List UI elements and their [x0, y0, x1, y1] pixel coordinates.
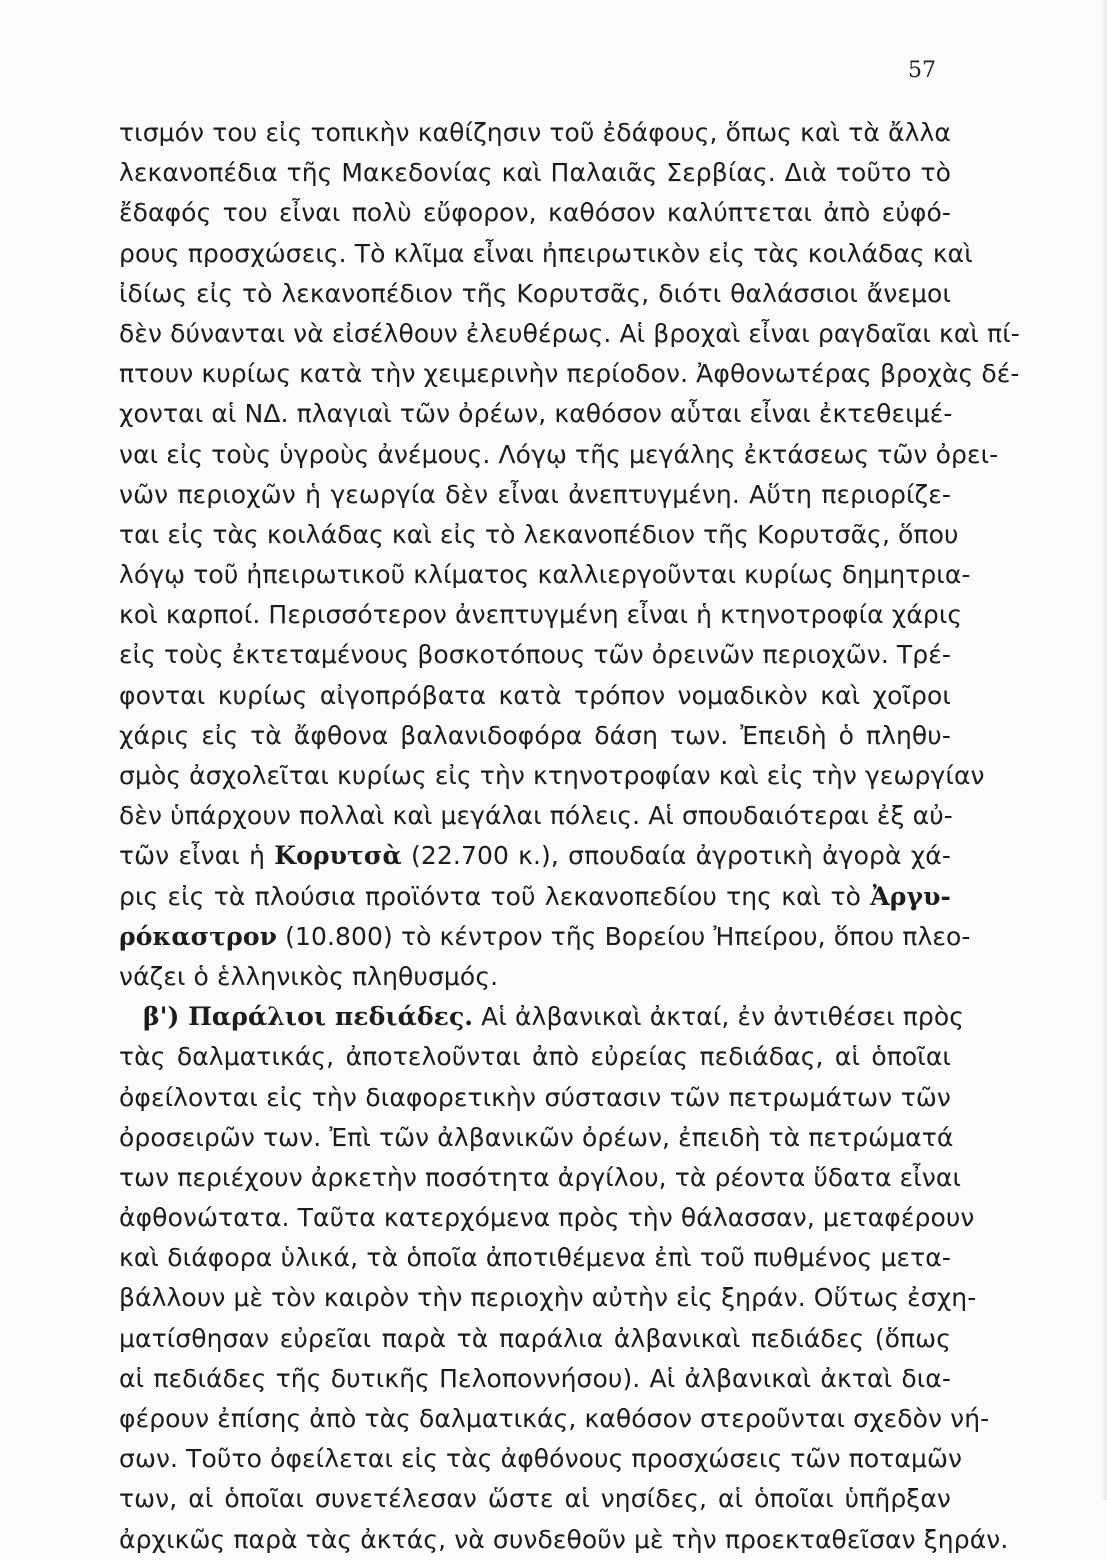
page-edge-shadow — [1101, 0, 1107, 1500]
text-line: ναι εἰς τοὺς ὑγροὺς ἀνέμους. Λόγῳ τῆς μεγάλης ἐκτάσεως τῶν ὀρει- — [119, 439, 999, 469]
text-line: λεκανοπέδια τῆς Μακεδονίας καὶ Παλαιᾶς Σερβίας. Διὰ τοῦτο τὸ — [119, 158, 951, 188]
text-line — [119, 917, 971, 957]
text-line: τὰς δαλματικάς, ἀποτελοῦνται ἀπὸ εὐρείας πεδιάδας, αἱ ὁποῖαι — [119, 1042, 951, 1072]
text-line: κοὶ καρποί. Περισσότερον ἀνεπτυγμένη εἶναι ἡ κτηνοτροφία χάρις — [119, 600, 963, 630]
text-segment: (10.800) τὸ κέντρον τῆς Βορείου Ἠπείρου, ὅπου πλεο- — [277, 921, 971, 951]
text-line: ἰδίως εἰς τὸ λεκανοπέδιον τῆς Κορυτσᾶς, διότι θαλάσσιοι ἄνεμοι — [119, 278, 951, 308]
text-line: ὀφείλονται εἰς τὴν διαφορετικὴν σύστασιν τῶν πετρωμάτων τῶν — [119, 1082, 951, 1112]
text-line: ρους προσχώσεις. Τὸ κλῖμα εἶναι ἠπειρωτικὸν εἰς τὰς κοιλάδας καὶ — [119, 238, 973, 268]
text-line: βάλλουν μὲ τὸν καιρὸν τὴν περιοχὴν αὐτὴν εἰς ξηράν. Οὕτως ἐσχη- — [119, 1283, 977, 1313]
text-line: των, αἱ ὁποῖαι συνετέλεσαν ὥστε αἱ νησίδες, αἱ ὁποῖαι ὑπῆρξαν — [119, 1484, 951, 1514]
text-segment: Αἱ ἀλβανικαὶ ἀκταί, ἐν ἀντιθέσει πρὸς — [473, 1002, 965, 1032]
text-line-last: νάζει ὁ ἑλληνικὸς πληθυσμός. — [119, 961, 499, 991]
text-line: πτουν κυρίως κατὰ τὴν χειμερινὴν περίοδον. Ἀφθονωτέρας βροχὰς δέ- — [119, 359, 1020, 389]
text-line: ται εἰς τὰς κοιλάδας καὶ εἰς τὸ λεκανοπέδιον τῆς Κορυτσᾶς, ὅπου — [119, 519, 959, 549]
text-line: φονται κυρίως αἰγοπρόβατα κατὰ τρόπον νομαδικὸν καὶ χοῖροι — [119, 680, 951, 710]
text-line: χάρις εἰς τὰ ἄφθονα βαλανιδοφόρα δάση των. Ἐπειδὴ ὁ πληθυ- — [119, 720, 951, 750]
text-line — [119, 877, 951, 917]
text-line: ἀρχικῶς παρὰ τὰς ἀκτάς, νὰ συνδεθοῦν μὲ τὴν προεκταθεῖσαν ξηράν. — [119, 1524, 1009, 1554]
text-segment: ρις εἰς τὰ πλούσια προϊόντα τοῦ λεκανοπεδίου της καὶ τὸ — [119, 881, 871, 911]
text-line: καὶ διάφορα ὑλικά, τὰ ὁποῖα ἀποτιθέμενα ἐπὶ τοῦ πυθμένος μετα- — [119, 1243, 951, 1273]
text-line: σων. Τοῦτο ὀφείλεται εἰς τὰς ἀφθόνους προσχώσεις τῶν ποταμῶν — [119, 1444, 963, 1474]
text-line: ματίσθησαν εὐρεῖαι παρὰ τὰ παράλια ἀλβανικαὶ πεδιάδες (ὅπως — [119, 1323, 951, 1353]
text-line — [119, 836, 951, 876]
text-line: τισμόν του εἰς τοπικὴν καθίζησιν τοῦ ἐδάφους, ὅπως καὶ τὰ ἄλλα — [119, 118, 951, 147]
text-line: ὀροσειρῶν των. Ἐπὶ τῶν ἀλβανικῶν ὀρέων, ἐπειδὴ τὰ πετρώματά — [119, 1122, 954, 1152]
body-text — [119, 113, 1020, 1560]
text-line: αἱ πεδιάδες τῆς δυτικῆς Πελοποννήσου). Αἱ ἀλβανικαὶ ἀκταὶ δια- — [119, 1363, 951, 1393]
text-segment: τῶν εἶναι ἡ — [119, 841, 275, 871]
page-number: 57 — [908, 58, 936, 83]
text-line: φέρουν ἐπίσης ἀπὸ τὰς δαλματικάς, καθόσον στεροῦνται σχεδὸν νή- — [119, 1404, 990, 1433]
section-heading: β') Παράλιοι πεδιάδες. — [143, 1002, 474, 1032]
text-line: λόγῳ τοῦ ἠπειρωτικοῦ κλίματος καλλιεργοῦνται κυρίως δημητρια- — [119, 560, 971, 590]
text-line: δὲν δύνανται νὰ εἰσέλθουν ἐλευθέρως. Αἱ βροχαὶ εἶναι ραγδαῖαι καὶ πί- — [119, 318, 1020, 348]
text-line: χονται αἱ ΝΔ. πλαγιαὶ τῶν ὀρέων, καθόσον αὗται εἶναι ἐκτεθειμέ- — [119, 399, 953, 429]
city-name-argyrokastro: Ἀργυ- — [870, 881, 951, 911]
text-line: δὲν ὑπάρχουν πολλαὶ καὶ μεγάλαι πόλεις. Αἱ σπουδαιότεραι ἐξ αὐ- — [119, 801, 953, 831]
text-line: των περιέχουν ἀρκετὴν ποσότητα ἀργίλου, τὰ ρέοντα ὕδατα εἶναι — [119, 1162, 962, 1192]
text-segment: (22.700 κ.), σπουδαία ἀγροτικὴ ἀγορὰ χά- — [401, 841, 951, 871]
text-line: νῶν περιοχῶν ἡ γεωργία δὲν εἶναι ἀνεπτυγμένη. Αὕτη περιορίζε- — [119, 479, 951, 509]
text-line: εἰς τοὺς ἐκτεταμένους βοσκοτόπους τῶν ὀρεινῶν περιοχῶν. Τρέ- — [119, 640, 951, 670]
city-name-argyrokastro-cont: ρόκαστρον — [119, 921, 278, 951]
section-heading-line — [119, 997, 965, 1037]
city-name-korytsa: Κορυτσὰ — [274, 841, 402, 871]
text-line: ἔδαφός του εἶναι πολὺ εὔφορον, καθόσον καλύπτεται ἀπὸ εὐφό- — [119, 198, 951, 228]
text-line: ἀφθονώτατα. Ταῦτα κατερχόμενα πρὸς τὴν θάλασσαν, μεταφέρουν — [119, 1203, 975, 1233]
text-line: σμὸς ἀσχολεῖται κυρίως εἰς τὴν κτηνοτροφίαν καὶ εἰς τὴν γεωργίαν — [119, 761, 985, 790]
